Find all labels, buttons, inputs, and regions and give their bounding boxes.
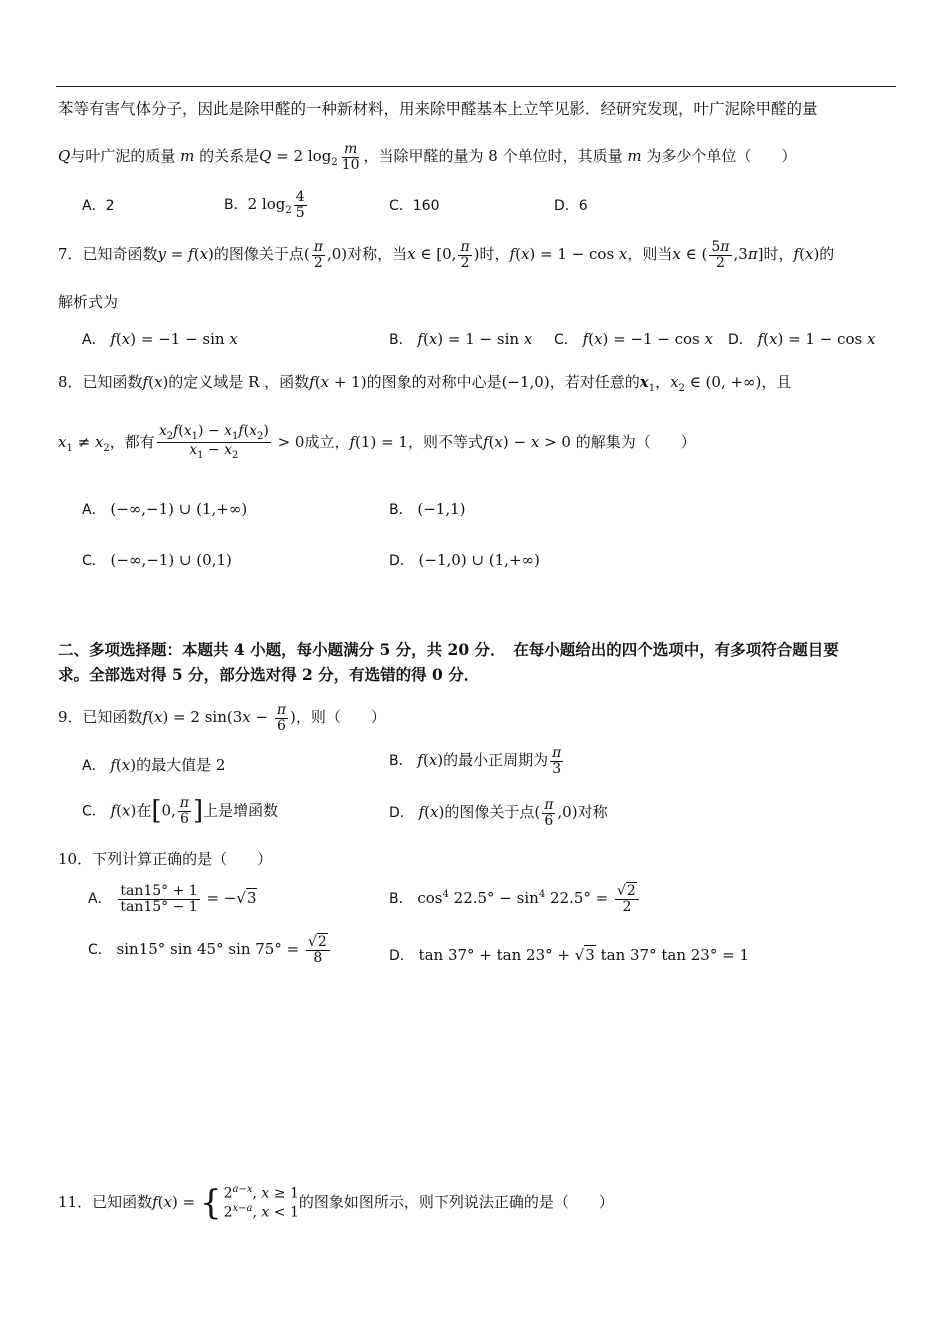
- q6-option-a[interactable]: A．2: [82, 198, 115, 214]
- q10-stem: 10．下列计算正确的是（ ）: [58, 850, 273, 868]
- q10-option-d[interactable]: D． tan 37° + tan 23° + √3 tan 37° tan 23° = 1: [389, 946, 750, 964]
- section2-heading-line2: 求。全部选对得 5 分，部分选对得 2 分，有选错的得 0 分．: [58, 665, 480, 684]
- q6-option-b[interactable]: B．2 $\log_2$ $\frac{4}{5}$: [224, 189, 305, 221]
- section2-heading-line1: 二、多项选择题：本题共 4 小题，每小题满分 5 分，共 20 分． 在每小题给出的四个选项中，有多项符合题目要: [58, 640, 839, 659]
- q10-option-c[interactable]: C． sin15° sin 45° sin 75° = $\frac{√2}{8}$: [88, 935, 332, 965]
- q9-option-d[interactable]: D． f(x)的图像关于点( $\frac{\pi}{6}$ ,0)对称: [389, 797, 608, 829]
- q8-option-a[interactable]: A． (−∞,−1) ∪ (1,+∞): [82, 500, 248, 518]
- q8-stem-line2: $x_1 \ne x_2$，都有 $\frac{x_2f(x_1) - x_1f(x_2)}{x_1 - x_2}$ > 0成立，f(1) = 1，则不等式f(x) − x > 0 的解集为（ ）: [58, 423, 696, 462]
- q10-option-a[interactable]: A． $\frac{\tan 15^\circ + 1}{\tan 15^\circ - 1}$ = −√3: [88, 883, 257, 915]
- q6-option-c[interactable]: C．160: [389, 198, 440, 214]
- q8-option-d[interactable]: D． (−1,0) ∪ (1,+∞): [389, 551, 540, 569]
- q7-option-a[interactable]: A． f(x) = −1 − sin x: [82, 330, 238, 348]
- q11-stem: 11．已知函数f(x) = { $2^{a-x}$, x ≥ 1 $2^{x-a}$, x < 1 的图象如图所示，则下列说法正确的是（ ）: [58, 1183, 614, 1224]
- q8-option-c[interactable]: C． (−∞,−1) ∪ (0,1): [82, 551, 232, 569]
- q7-stem-line2: 解析式为: [58, 293, 119, 311]
- q10-option-b[interactable]: B． $\cos^4 22.5^\circ - \sin^4 22.5^\circ$ = $\frac{√2}{2}$: [389, 884, 641, 914]
- q9-option-b[interactable]: B． f(x)的最小正周期为 $\frac{\pi}{3}$: [389, 745, 562, 777]
- q9-stem: 9．已知函数f(x) = 2 sin(3x − $\frac{\pi}{6}$ )，则（ ）: [58, 702, 386, 734]
- q9-option-a[interactable]: A． f(x)的最大值是 2: [82, 756, 226, 774]
- q6-line2: Q与叶广泥的质量 m 的关系是Q = 2 $\log_2$ $\frac{m}{10}$ ，当除甲醛的量为 8 个单位时，其质量 m 为多少个单位（ ）: [58, 141, 797, 173]
- q8-stem: 8．已知函数f(x)的定义域是 R ，函数f(x + 1)的图象的对称中心是(−1,0)，若对任意的$x_1$，$x_2$ ∈ (0, +∞)，且: [58, 373, 792, 394]
- q9-option-c[interactable]: C． f(x)在[0, $\frac{\pi}{6}$ ]上是增函数: [82, 795, 279, 828]
- q7-option-b[interactable]: B． f(x) = 1 − sin x: [389, 330, 533, 348]
- q6-line1: 苯等有害气体分子，因此是除甲醛的一种新材料，用来除甲醛基本上立竿见影．经研究发现，叶广泥除甲醛的量: [58, 100, 818, 118]
- q6-option-d[interactable]: D．6: [554, 198, 588, 214]
- q7-option-c[interactable]: C． f(x) = −1 − cos x: [554, 330, 713, 348]
- q8-option-b[interactable]: B． (−1,1): [389, 500, 466, 518]
- header-rule: [56, 86, 896, 87]
- q7-option-d[interactable]: D． f(x) = 1 − cos x: [728, 330, 876, 348]
- q7-stem: 7．已知奇函数y = f(x)的图像关于点( $\frac{\pi}{2}$ ,0)对称，当x ∈ [0, $\frac{\pi}{2}$ )时，f(x) = 1 − cos x，则当x ∈ ( $\frac{5\pi}{2}$ ,3π]时，f(x)的: [58, 239, 835, 271]
